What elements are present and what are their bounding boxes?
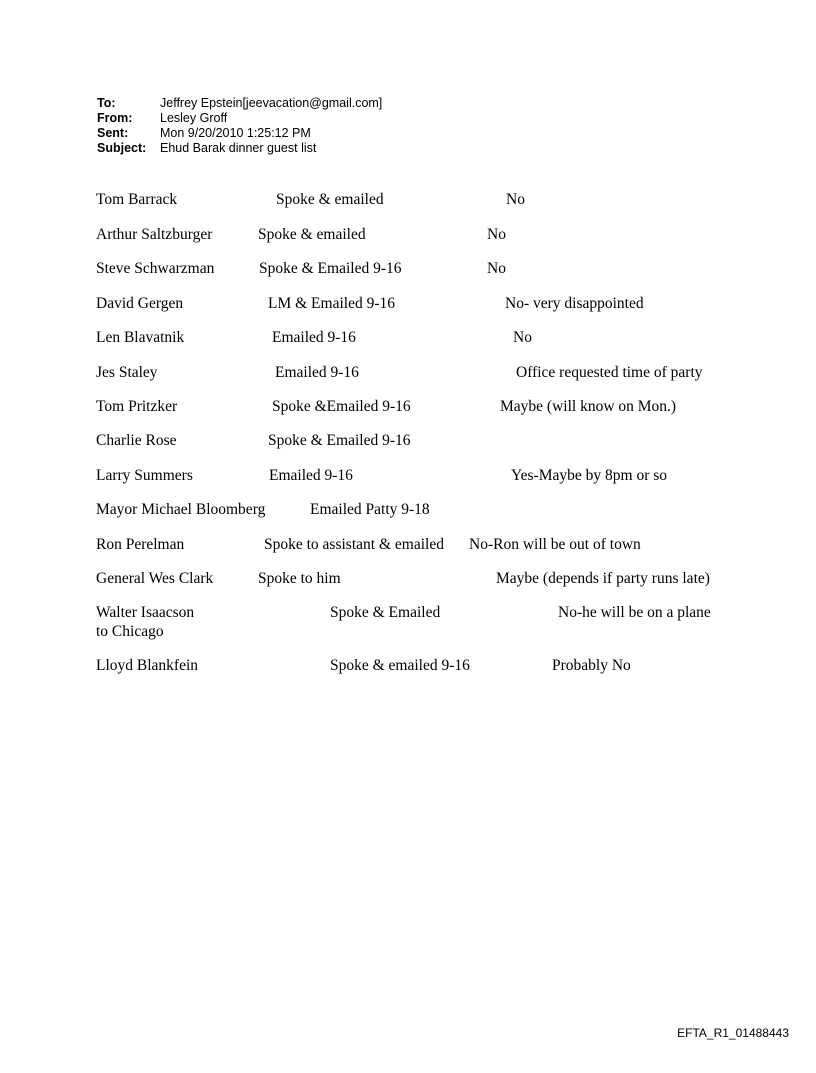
guest-contact: Spoke & Emailed 9-16 (268, 432, 411, 449)
sent-label: Sent: (97, 126, 129, 140)
guest-contact: Spoke to him (258, 570, 341, 587)
guest-name: Mayor Michael Bloomberg (96, 501, 266, 518)
guest-name: Tom Pritzker (96, 398, 178, 415)
guest-name: Ron Perelman (96, 536, 185, 553)
to-label: To: (97, 96, 116, 110)
guest-name: Len Blavatnik (96, 329, 185, 346)
subject-row (97, 141, 382, 156)
guest-response: Office requested time of party (516, 364, 703, 381)
guest-name: Larry Summers (96, 467, 193, 484)
guest-name: Lloyd Blankfein (96, 657, 199, 674)
guest-name: David Gergen (96, 295, 184, 312)
guest-response-continuation: to Chicago (96, 623, 164, 640)
guest-response: Yes-Maybe by 8pm or so (511, 467, 668, 484)
guest-response: No-Ron will be out of town (469, 536, 641, 553)
guest-contact: Emailed 9-16 (272, 329, 356, 346)
guest-contact: Spoke &Emailed 9-16 (272, 398, 411, 415)
email-header (97, 96, 382, 156)
guest-contact: Emailed 9-16 (269, 467, 353, 484)
subject-value: Ehud Barak dinner guest list (160, 141, 317, 155)
guest-name: Walter Isaacson (96, 604, 195, 621)
from-value: Lesley Groff (160, 111, 228, 125)
guest-response: No (506, 191, 525, 208)
guest-response: No-he will be on a plane (558, 604, 711, 621)
guest-response: No (487, 226, 506, 243)
to-row (97, 96, 382, 111)
guest-contact: Spoke to assistant & emailed (264, 536, 444, 553)
guest-contact: Spoke & emailed (276, 191, 384, 208)
guest-response: Probably No (552, 657, 631, 674)
guest-contact: Spoke & Emailed 9-16 (259, 260, 402, 277)
guest-contact: Emailed 9-16 (275, 364, 359, 381)
document-id: EFTA_R1_01488443 (677, 1026, 789, 1040)
subject-label: Subject: (97, 141, 147, 155)
guest-response: No (513, 329, 532, 346)
guest-response: Maybe (depends if party runs late) (496, 570, 710, 587)
guest-name: Tom Barrack (96, 191, 178, 208)
from-label: From: (97, 111, 133, 125)
guest-response: No (487, 260, 506, 277)
guest-contact: LM & Emailed 9-16 (268, 295, 395, 312)
guest-contact: Emailed Patty 9-18 (310, 501, 430, 518)
guest-name: Jes Staley (96, 364, 158, 381)
guest-response: No- very disappointed (505, 295, 644, 312)
guest-name: General Wes Clark (96, 570, 214, 587)
guest-name: Charlie Rose (96, 432, 177, 449)
guest-response: Maybe (will know on Mon.) (500, 398, 677, 415)
guest-contact: Spoke & emailed 9-16 (330, 657, 470, 674)
to-value: Jeffrey Epstein[jeevacation@gmail.com] (160, 96, 383, 110)
guest-contact: Spoke & Emailed (330, 604, 441, 621)
guest-contact: Spoke & emailed (258, 226, 366, 243)
sent-row (97, 126, 382, 141)
guest-name: Arthur Saltzburger (96, 226, 213, 243)
sent-value: Mon 9/20/2010 1:25:12 PM (160, 126, 311, 140)
guest-name: Steve Schwarzman (96, 260, 215, 277)
from-row (97, 111, 382, 126)
